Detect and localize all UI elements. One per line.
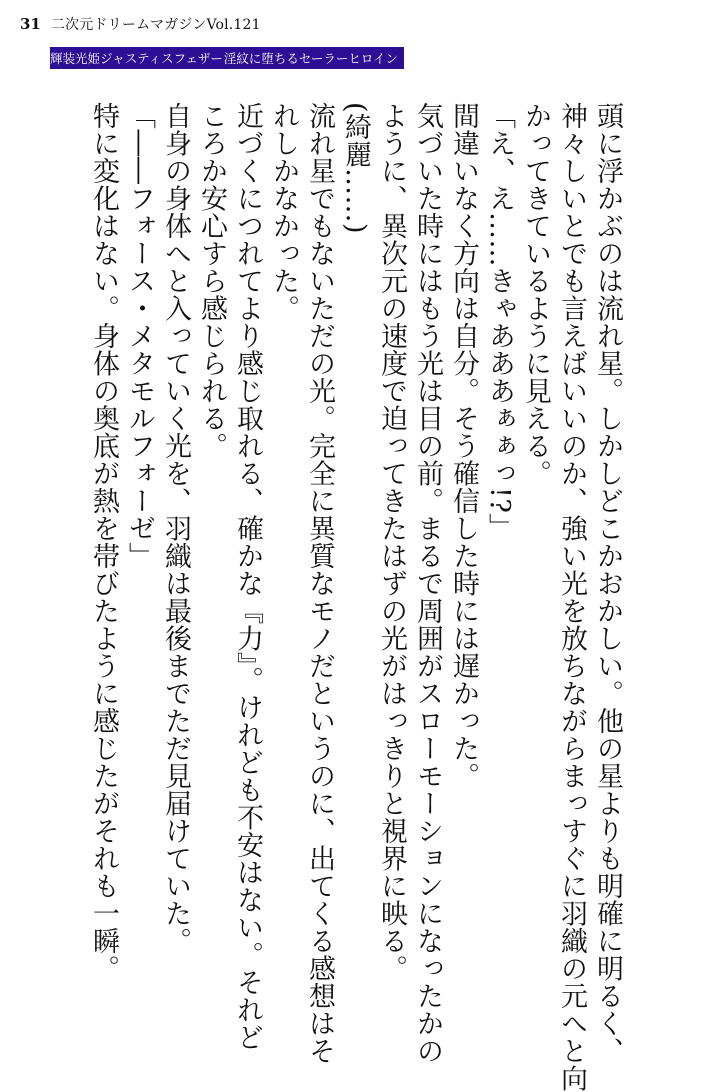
text-line: れしかなかった。 <box>268 102 299 322</box>
story-subtitle: 淫紋に堕ちるセーラーヒロイン <box>223 51 398 66</box>
text-line: 「え、え……きゃあああぁぁっ!?」 <box>484 102 515 541</box>
magazine-title: 二次元ドリームマガジンVol.121 <box>50 17 261 33</box>
text-line: かってきているように見える。 <box>520 102 551 487</box>
text-line: 間違いなく方向は自分。そう確信した時には遅かった。 <box>448 102 479 790</box>
text-line: 気づいた時にはもう光は目の前。まるで周囲がスローモーションになったかの <box>412 102 443 1065</box>
story-title-band <box>50 47 404 69</box>
text-line: 頭に浮かぶのは流れ星。しかしどこかおかしい。他の星よりも明確に明るく、 <box>592 102 623 1065</box>
story-title: 輝装光姫ジャスティスフェザー <box>50 51 223 66</box>
text-line: 自身の身体へと入っていく光を、羽織は最後までただ見届けていた。 <box>160 102 191 955</box>
text-line: (綺麗……) <box>340 102 371 235</box>
vertical-text-body <box>85 102 625 1092</box>
text-line: ように、異次元の速度で迫ってきたはずの光がはっきりと視界に映る。 <box>376 102 407 982</box>
text-line: 「――フォース・メタモルフォーゼ」 <box>124 102 155 570</box>
text-line: 神々しいとでも言えばいいのか、強い光を放ちながらまっすぐに羽織の元へと向 <box>556 102 587 1092</box>
page-header <box>20 14 261 34</box>
text-line: 流れ星でもないただの光。完全に異質なモノだというのに、出てくる感想はそ <box>304 102 335 1065</box>
page-number: 31 <box>20 15 41 33</box>
text-line: ころか安心すら感じられる。 <box>196 102 227 460</box>
text-line: 特に変化はない。身体の奥底が熱を帯びたように感じたがそれも一瞬。 <box>88 102 119 982</box>
text-line: 近づくにつれてより感じ取れる、確かな『力』。けれども不安はない。それど <box>232 102 263 1051</box>
